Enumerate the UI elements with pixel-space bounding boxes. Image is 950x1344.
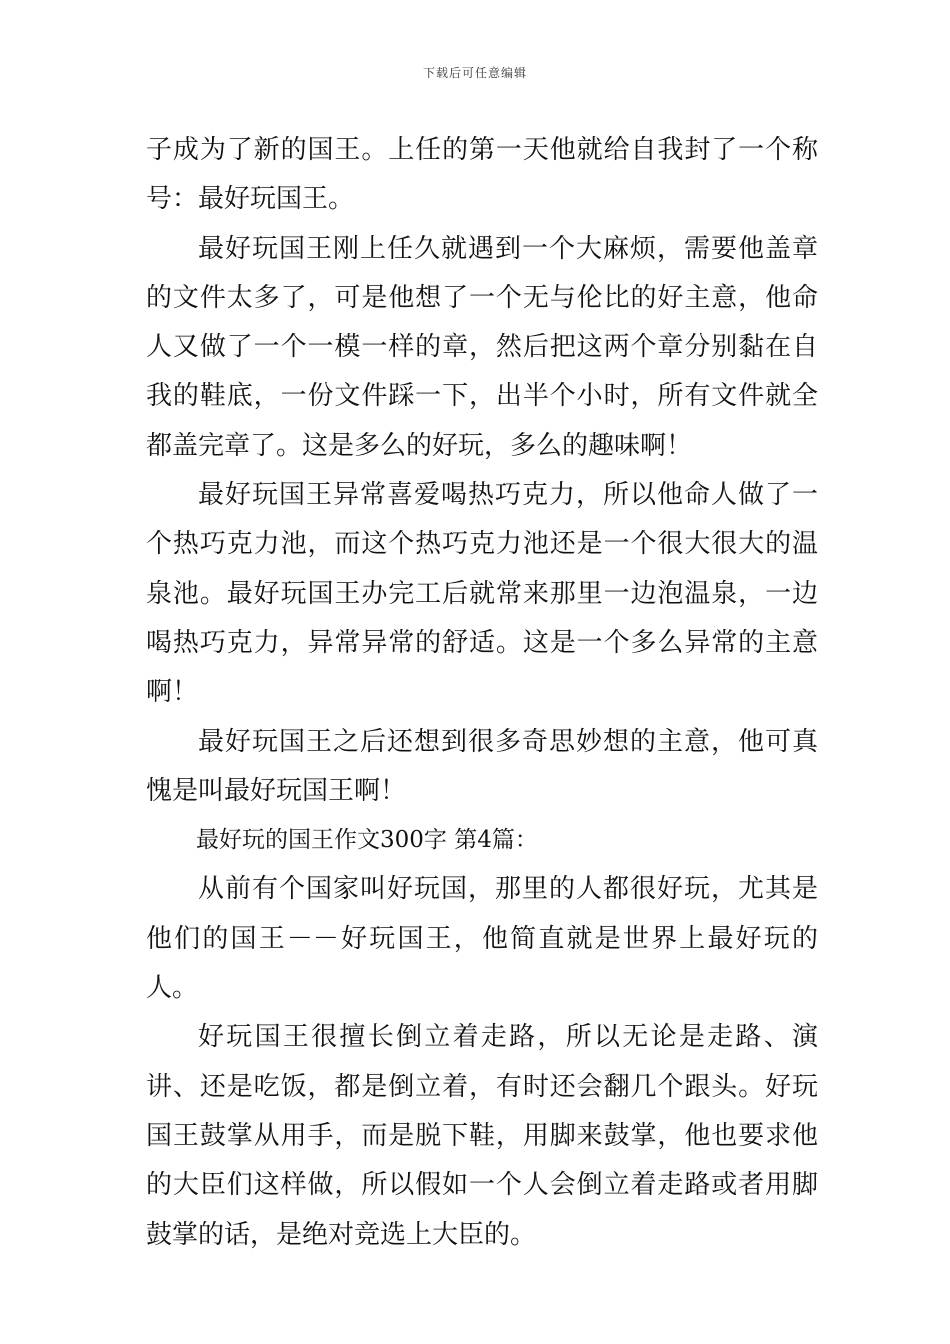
paragraph-5: 从前有个国家叫好玩国，那里的人都很好玩，尤其是他们的国王－－好玩国王，他简直就是世界上最好玩的人。 (146, 874, 818, 1004)
paragraph-6: 好玩国王很擅长倒立着走路，所以无论是走路、演讲、还是吃饭，都是倒立着，有时还会翻几个跟头。好玩国王鼓掌从用手，而是脱下鞋，用脚来鼓掌，他也要求他的大臣们这样做，所以假如一个人会倒立着走路或者用脚鼓掌的话，是绝对竞选上大臣的。 (146, 1022, 818, 1250)
section-heading: 最好玩的国王作文300字 第4篇： (196, 827, 538, 854)
paragraph-1: 子成为了新的国王。上任的第一天他就给自我封了一个称号：最好玩国王。 (146, 135, 818, 215)
page-header-note: 下载后可任意编辑 (422, 66, 527, 80)
paragraph-2: 最好玩国王刚上任久就遇到一个大麻烦，需要他盖章的文件太多了，可是他想了一个无与伦比的好主意，他命人又做了一个一模一样的章，然后把这两个章分别黏在自我的鞋底，一份文件踩一下，出半个小时，所有文件就全都盖完章了。这是多么的好玩，多么的趣味啊！ (146, 233, 818, 461)
paragraph-4: 最好玩国王之后还想到很多奇思妙想的主意，他可真愧是叫最好玩国王啊！ (146, 726, 818, 806)
document-body (146, 126, 818, 1260)
paragraph-3: 最好玩国王异常喜爱喝热巧克力，所以他命人做了一个热巧克力池，而这个热巧克力池还是一个很大很大的温泉池。最好玩国王办完工后就常来那里一边泡温泉，一边喝热巧克力，异常异常的舒适。这是一个多么异常的主意啊！ (146, 480, 818, 708)
